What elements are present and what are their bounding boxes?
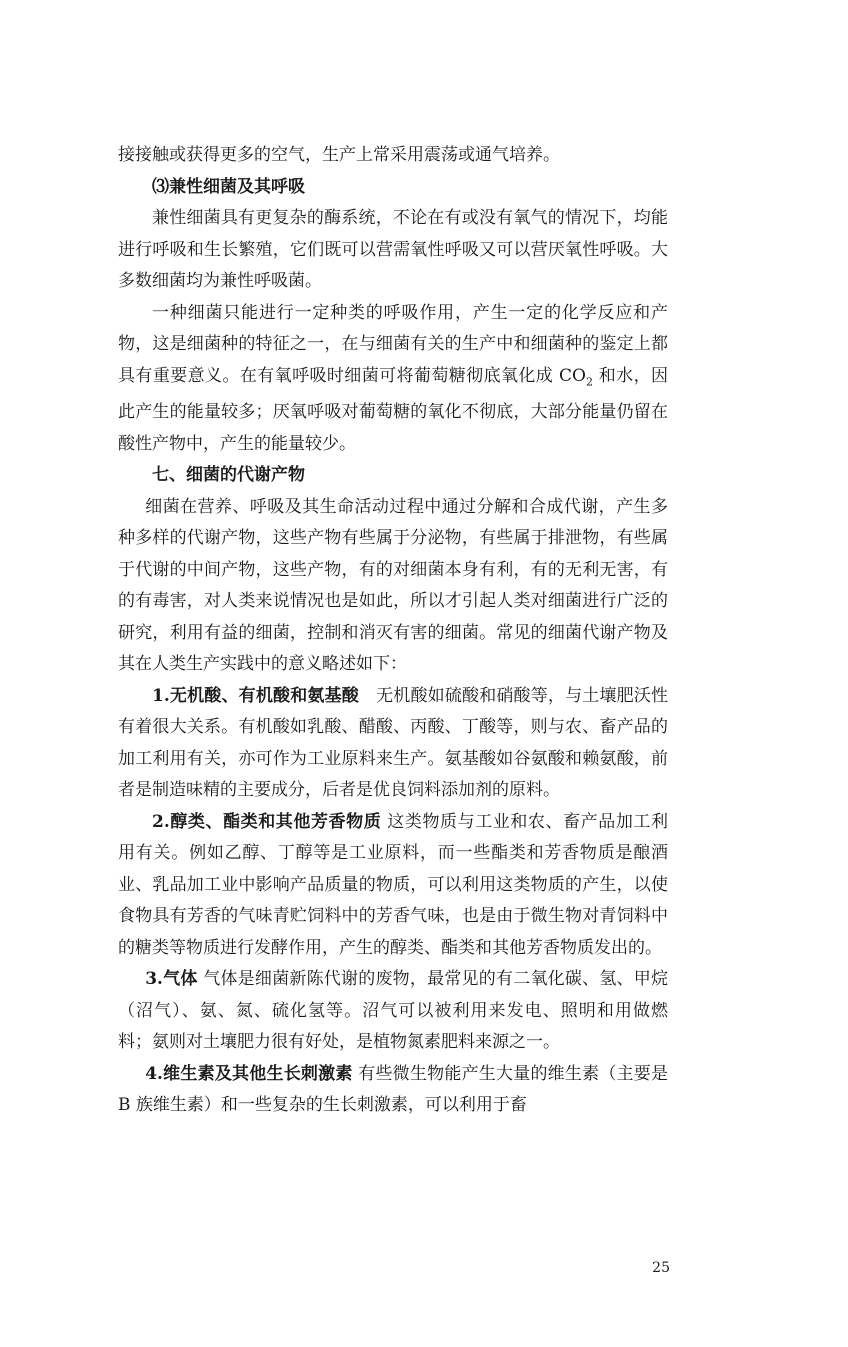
section-heading-metabolites: 七、细菌的代谢产物: [152, 465, 305, 486]
page-number: 25: [652, 1260, 670, 1276]
list-item-acids: [118, 681, 668, 807]
list-item-gases-title: 3.气体: [145, 969, 198, 990]
paragraph-respiration: [118, 298, 668, 461]
list-item-gases: [118, 964, 668, 1059]
list-item-gases-text: 气体是细菌新陈代谢的废物，最常见的有二氧化碳、氢、甲烷（沼气）、氨、氮、硫化氢等。沼气可以被利用来发电、照明和用做燃料；氨则对土壤肥力很有好处，是植物氮素肥料来源之一。: [118, 969, 669, 1053]
body-text: [118, 140, 668, 1122]
list-item-acids-text: 无机酸如硫酸和硝酸等，与土壤肥沃性有着很大关系。有机酸如乳酸、醋酸、丙酸、丁酸等，则与农、畜产品的加工利用有关，亦可作为工业原料来生产。氨基酸如谷氨酸和赖氨酸，前者是制造味精的主要成分，后者是优良饲料添加剂的原料。: [118, 685, 668, 801]
list-item-vitamins-text: 有些微生物能产生大量的维生素（主要是 B 族维生素）和一些复杂的生长刺激素，可以利用于畜: [118, 1063, 669, 1116]
paragraph-respiration-text-a: 一种细菌只能进行一定种类的呼吸作用，产生一定的化学反应和产物，这是细菌种的特征之一，在与细菌有关的生产中和细菌种的鉴定上都具有重要意义。在有氧呼吸时细菌可将葡萄糖彻底氧化成 CO: [118, 302, 668, 386]
paragraph-facultative: 兼性细菌具有更复杂的酶系统，不论在有或没有氧气的情况下，均能进行呼吸和生长繁殖，它们既可以营需氧性呼吸又可以营厌氧性呼吸。大多数细菌均为兼性呼吸菌。: [118, 208, 668, 291]
paragraph-metabolites: 细菌在营养、呼吸及其生命活动过程中通过分解和合成代谢，产生多种多样的代谢产物，这些产物有些属于分泌物，有些属于排泄物，有些属于代谢的中间产物，这些产物，有的对细菌本身有利，有的无利无害，有的有毒害，对人类来说情况也是如此，所以才引起人类对细菌进行广泛的研究，利用有益的细菌，控制和消灭有害的细菌。常见的细菌代谢产物及其在人类生产实践中的意义略述如下：: [118, 496, 668, 675]
paragraph-respiration-text-b: 和水，因此产生的能量较多；厌氧呼吸对葡萄糖的氧化不彻底，大部分能量仍留在酸性产物中，产生的能量较少。: [118, 365, 668, 454]
list-item-alcohols: [118, 807, 668, 965]
list-item-vitamins: [118, 1059, 668, 1122]
section-heading-facultative: ⑶兼性细菌及其呼吸: [152, 176, 305, 197]
list-item-alcohols-text: 这类物质与工业和农、畜产品加工利用有关。例如乙醇、丁醇等是工业原料，而一些酯类和芳香物质是酿酒业、乳品加工业中影响产品质量的物质，可以利用这类物质的产生，以使食物具有芳香的气味青贮饲料中的芳香气味，也是由于微生物对青饲料中的糖类等物质进行发酵作用，产生的醇类、酯类和其他芳香物质发出的。: [118, 811, 669, 958]
list-item-acids-title: 1.无机酸、有机酸和氨基酸: [152, 685, 359, 706]
paragraph-continuation: 接接触或获得更多的空气，生产上常采用震荡或通气培养。: [118, 145, 560, 165]
co2-subscript: 2: [585, 374, 593, 388]
list-item-vitamins-title: 4.维生素及其他生长刺激素: [145, 1063, 353, 1084]
list-item-alcohols-title: 2.醇类、酯类和其他芳香物质: [152, 811, 382, 832]
